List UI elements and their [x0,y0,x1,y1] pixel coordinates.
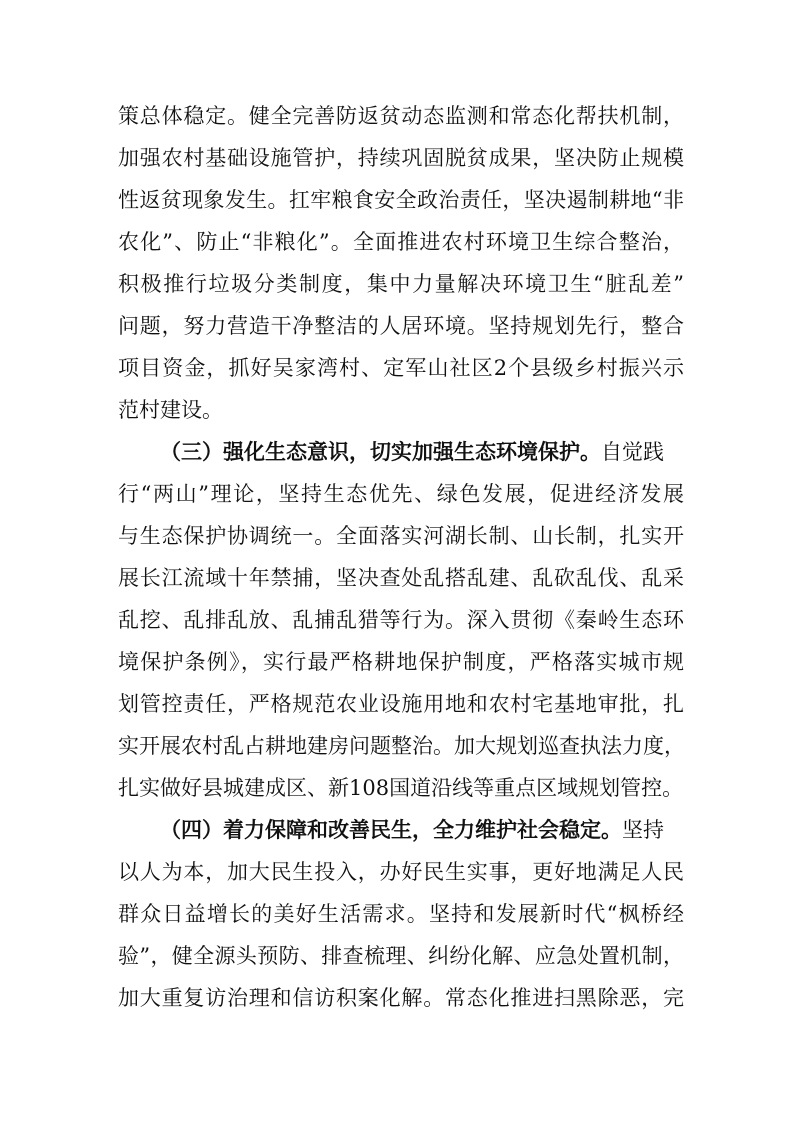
section-3-first-line-rest: 自觉践 [601,440,664,464]
text-line: 群众日益增长的美好生活需求。坚持和发展新时代“枫桥经 [118,902,684,926]
section-4-first-line-rest: 坚持 [622,818,664,842]
text-line: 行“两山”理论，坚持生态优先、绿色发展，促进经济发展 [118,482,684,506]
text-line: 农化”、防止“非粮化”。全面推进农村环境卫生综合整治， [118,230,684,254]
text-line: 验”，健全源头预防、排查梳理、纠纷化解、应急处置机制， [118,944,684,968]
section-4-heading: （四）着力保障和改善民生，全力维护社会稳定。 [160,818,622,842]
text-line: 加强农村基础设施管护，持续巩固脱贫成果，坚决防止规模 [118,146,684,170]
section-3-heading: （三）强化生态意识，切实加强生态环境保护。 [160,440,601,464]
text-line: 加大重复访治理和信访积案化解。常态化推进扫黑除恶，完 [118,986,684,1010]
text-line: 乱挖、乱排乱放、乱捕乱猎等行为。深入贯彻《秦岭生态环 [118,608,684,632]
text-line: 项目资金，抓好吴家湾村、定军山社区2个县级乡村振兴示 [118,356,684,380]
text-line: 问题，努力营造干净整洁的人居环境。坚持规划先行，整合 [118,314,684,338]
text-line: 与生态保护协调统一。全面落实河湖长制、山长制，扎实开 [118,524,684,548]
text-line: 展长江流域十年禁捕，坚决查处乱搭乱建、乱砍乱伐、乱采 [118,566,684,590]
text-line: 范村建设。 [118,398,223,422]
text-line: 划管控责任，严格规范农业设施用地和农村宅基地审批，扎 [118,692,684,716]
text-line: 性返贫现象发生。扛牢粮食安全政治责任，坚决遏制耕地“非 [118,188,684,212]
section-4-first-line [160,812,684,848]
text-line: 境保护条例》，实行最严格耕地保护制度，严格落实城市规 [118,650,684,674]
text-line: 以人为本，加大民生投入，办好民生实事，更好地满足人民 [118,860,684,884]
text-line: 扎实做好县城建成区、新108国道沿线等重点区域规划管控。 [118,776,684,800]
text-line: 策总体稳定。健全完善防返贫动态监测和常态化帮扶机制， [118,104,684,128]
text-line: 积极推行垃圾分类制度，集中力量解决环境卫生“脏乱差” [118,272,684,296]
text-line: 实开展农村乱占耕地建房问题整治。加大规划巡查执法力度， [118,734,685,758]
section-3-first-line [160,434,684,470]
